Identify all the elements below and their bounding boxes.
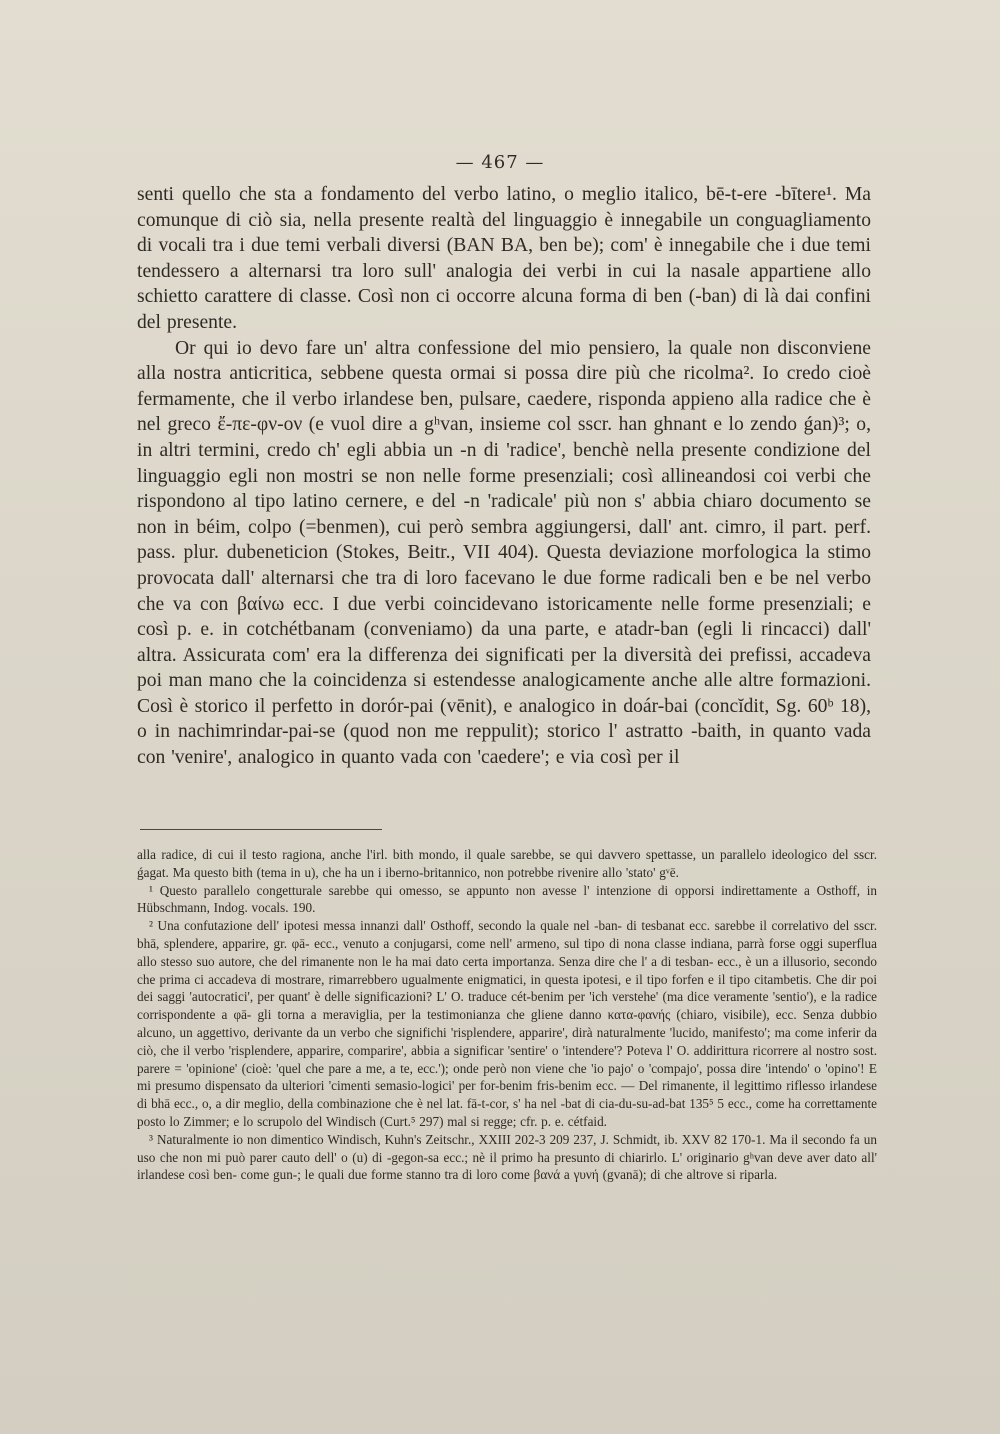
footnote-3: ³ Naturalmente io non dimentico Windisch, Kuhn's Zeitschr., XXIII 202-3 209 237, J. Schmidt, ib. XXV 82 170-1. Ma il secondo fa un uso che non mi può parer cauto dell' o (u) di -gegon-sa ecc.; nè il primo ha presunto di chiarirlo. L' originario gʰvan deve aver dato all' irlandese così ben- come gun-; le quali due forme stanno tra di loro come βανά a γυνή (gvanā); di che altrove si riparla. xyxy=(137,1131,877,1183)
footnote-2: ² Una confutazione dell' ipotesi messa innanzi dall' Osthoff, secondo la quale nel -ban- di tesbanat ecc. sarebbe il correlativo del sscr. bhā, splendere, apparire, gr. φā- ecc., venuto a conjugarsi, come nell' armeno, sul tipo di nona classe indiana, parrà forse oggi superflua allo stesso suo autore, che del rimanente non le ha mai dato certa importanza. Senza dire che l' a di tesban- ecc., è un a illusorio, secondo che prima ci accadeva di mostrare, rimarrebbero ugualmente enigmatici, in questa ipotesi, e il tipo forfen e il tipo citambetis. Che dir poi dei saggi 'autocratici', per quant' è delle significazioni? L' O. traduce cét-benim per 'ich verstehe' (ma dice veramente 'sentio'), e la radice corrispondente a φā- gli torna a meraviglia, per la testimonianza che gliene danno κατα-φανής (chiaro, visibile), ecc. Senza dubbio alcuno, un aggettivo, derivante da un verbo che significhi 'risplendere, apparire', dirà naturalmente 'lucido, manifesto'; ma come inferir da ciò, che il verbo 'risplendere, apparire, comparire', abbia a significar 'sentire' o 'intendere'? Poteva l' O. addirittura ricorrere al nostro sost. parere = 'opinione' (cioè: 'quel che pare a me, a te, ecc.'); onde però non viene che 'io pajo' o 'compajo', possa dire 'intendo' o 'opino'! E mi presumo dispensato da ulteriori 'cimenti semasio-logici' per for-benim fris-benim ecc. — Del rimanente, il legittimo riflesso irlandese di bhā ecc., o, a dir meglio, della combinazione che è nel lat. fā-t-cor, s' ha nel -bat di cia-du-su-ad-bat 135⁵ 5 ecc., come ha correttamente posto lo Zimmer; e lo scrupolo del Windisch (Curt.⁵ 297) mal si regge; cfr. p. e. cétfaid. xyxy=(137,918,877,1129)
footnotes xyxy=(137,846,877,1184)
footnote-separator xyxy=(140,829,382,830)
page-number: — 467 — xyxy=(455,152,545,173)
paragraph: senti quello che sta a fondamento del verbo latino, o meglio italico, bē-t-ere -bītere¹. Ma comunque di ciò sia, nella presente realtà del linguaggio è innegabile un conguagliamento di vocali tra i due temi verbali diversi (BAN BA, ben be); com' è innegabile che i due temi tendessero a alternarsi tra loro sull' analogia dei verbi in cui la nasale appartiene allo schietto carattere di classe. Così non ci occorre alcuna forma di ben (-ban) di là dai confini del presente. xyxy=(137,184,871,333)
paragraph: Or qui io devo fare un' altra confessione del mio pensiero, la quale non disconviene alla nostra anticritica, sebbene questa ormai si possa dire più che ricolma². Io credo cioè fermamente, che il verbo irlandese ben, pulsare, caedere, risponda appieno alla radice che è nel greco ἔ-πε-φν-ον (e vuol dire a gʰvan, insieme col sscr. han ghnant e lo zendo ǵan)³; o, in altri termini, credo ch' egli abbia un -n di 'radice', benchè nella presente condizione del linguaggio egli non mostri se non nelle forme presenziali; così allineandosi coi verbi che rispondono al tipo latino cernere, e del -n 'radicale' più non s' abbia chiaro documento se non in béim, colpo (=benmen), cui però sembra aggiungersi, dall' ant. cimro, il part. perf. pass. plur. dubeneticion (Stokes, Beitr., VII 404). Questa deviazione morfologica la stimo provocata dall' alternarsi che tra di loro facevano le due forme radicali ben e be nel verbo che va con βαίνω ecc. I due verbi coincidevano istoricamente nelle forme presenziali; e così p. e. in cotchétbanam (conveniamo) da una parte, e atadr-ban (egli li rincacci) dall' altra. Assicurata com' era la differenza dei significati per la diversità dei prefissi, accadeva poi man mano che la coincidenza si estendesse analogicamente anche alle altre formazioni. Così è storico il perfetto in dorór-pai (vēnit), e analogico in doár-bai (concĭdit, Sg. 60ᵇ 18), o in nachimrindar-pai-se (quod non me reppulit); storico l' astratto -baith, in quanto vada con 'venire', analogico in quanto vada con 'caedere'; e via così per il xyxy=(137,337,871,769)
main-text xyxy=(137,182,871,771)
footnote-continuation: alla radice, di cui il testo ragiona, anche l'irl. bith mondo, il quale sarebbe, se qui davvero spettasse, un parallelo ideologico del sscr. ǵagat. Ma questo bith (tema in u), che ha un i iberno-britannico, non potrebbe rivenire allo 'stato' gᵛē. xyxy=(137,847,877,880)
footnote-1: ¹ Questo parallelo congetturale sarebbe qui omesso, se appunto non avesse l' intenzione di opporsi indirettamente a Osthoff, in Hübschmann, Indog. vocals. 190. xyxy=(137,882,877,916)
